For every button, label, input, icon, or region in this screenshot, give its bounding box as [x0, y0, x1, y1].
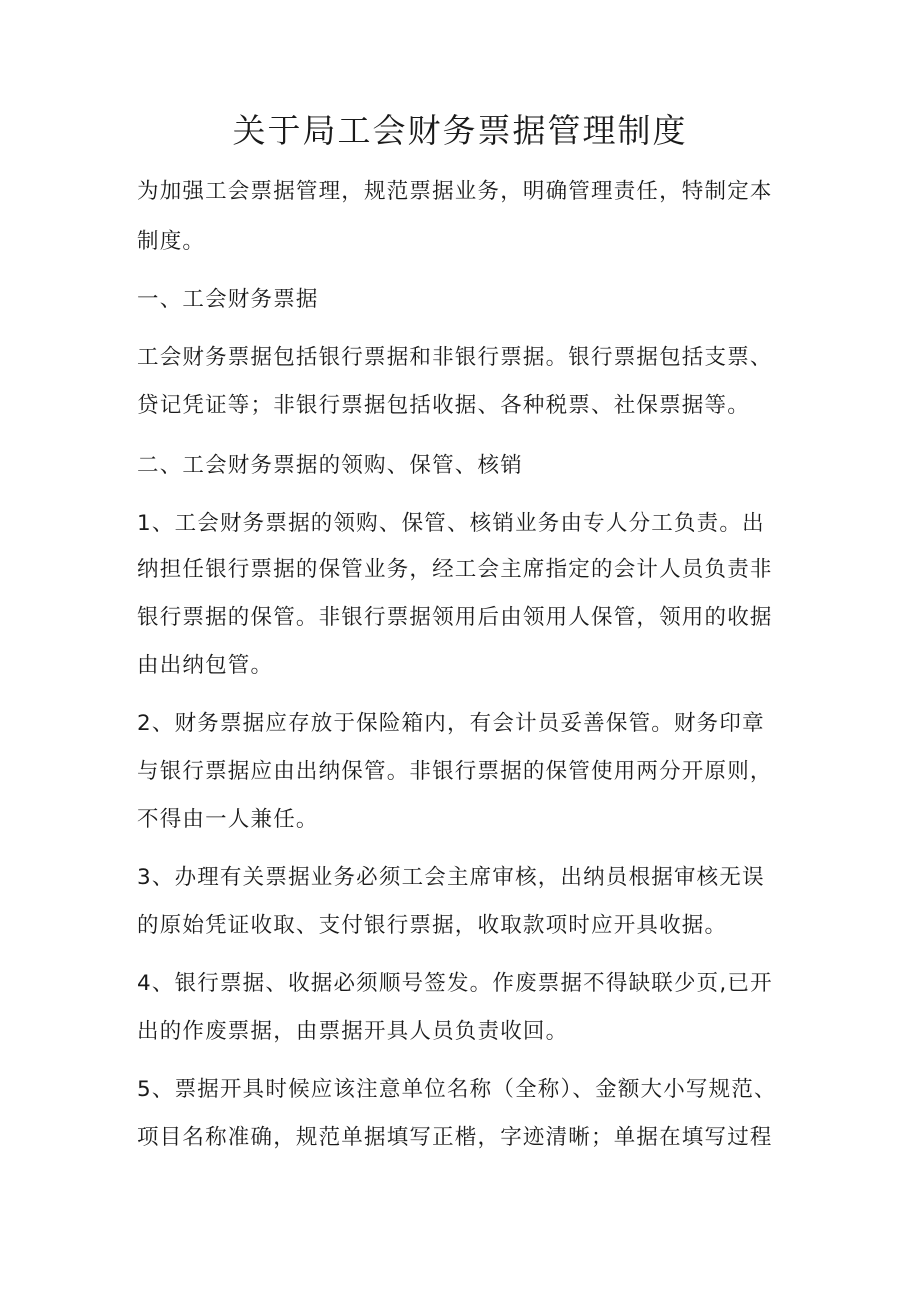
document-title: 关于局工会财务票据管理制度 — [232, 111, 688, 150]
intro-line-2: 制度。 — [137, 229, 206, 254]
item1-line-3: 银行票据的保管。非银行票据领用后由领用人保管，领用的收据 — [137, 605, 773, 630]
section2-heading: 二、工会财务票据的领购、保管、核销 — [137, 453, 523, 478]
item2-line-1: 2、财务票据应存放于保险箱内，有会计员妥善保管。财务印章 — [137, 711, 765, 736]
section1-heading: 一、工会财务票据 — [137, 287, 319, 312]
item5-line-1: 5、票据开具时候应该注意单位名称（全称）、金额大小写规范、 — [137, 1077, 777, 1102]
item2-line-2: 与银行票据应由出纳保管。非银行票据的保管使用两分开原则， — [137, 759, 773, 784]
item1-line-2: 纳担任银行票据的保管业务，经工会主席指定的会计人员负责非 — [137, 557, 773, 582]
item4-line-2: 出的作废票据，由票据开具人员负责收回。 — [137, 1019, 569, 1044]
item1-line-1: 1、工会财务票据的领购、保管、核销业务由专人分工负责。出 — [137, 511, 765, 536]
section1-body-line-2: 贷记凭证等；非银行票据包括收据、各种税票、社保票据等。 — [137, 393, 750, 418]
item1-line-4: 由出纳包管。 — [137, 653, 274, 678]
item2-line-3: 不得由一人兼任。 — [137, 807, 319, 832]
intro-line-1: 为加强工会票据管理，规范票据业务，明确管理责任，特制定本 — [137, 179, 773, 204]
item5-line-2: 项目名称准确，规范单据填写正楷，字迹清晰；单据在填写过程 — [137, 1125, 773, 1150]
item4-line-1: 4、银行票据、收据必须顺号签发。作废票据不得缺联少页,已开 — [137, 971, 773, 996]
item3-line-2: 的原始凭证收取、支付银行票据，收取款项时应开具收据。 — [137, 913, 728, 938]
section1-body-line-1: 工会财务票据包括银行票据和非银行票据。银行票据包括支票、 — [137, 345, 773, 370]
item3-line-1: 3、办理有关票据业务必须工会主席审核，出纳员根据审核无误 — [137, 865, 765, 890]
